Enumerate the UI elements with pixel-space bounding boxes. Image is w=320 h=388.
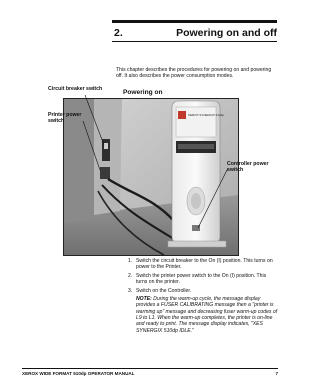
note-text: During the warm-up cycle, the message display provides a FUSER CALIBRATING message then a "printer is warming up" message and decreasing fuser warm-up codes of L9 to L1. When the warm-up completes, the printer is on-line and ready to print. The message display indicates, "XES SYNERGIX 510dp IDLE." [136, 296, 278, 334]
steps-list [128, 258, 278, 334]
step-number: 3. [128, 287, 133, 294]
callout-printer-power-switch: Printer power switch [48, 112, 82, 124]
intro-paragraph: This chapter describes the procedures for powering on and powering off. It also describes the power consumption modes. [116, 67, 272, 80]
step-text: Switch the circuit breaker to the On (I) position. This turns on power to the Printer. [136, 258, 273, 271]
note-label: NOTE: [136, 296, 152, 303]
footer-manual-title: XEROX WIDE FORMAT 510dp OPERATOR MANUAL [22, 371, 135, 376]
leader-controller-power [198, 168, 228, 228]
step-number: 2. [128, 272, 133, 279]
step-item-3 [128, 288, 278, 294]
page-number: 7 [275, 371, 278, 376]
callout-controller-power-switch: Controller power switch [227, 161, 269, 173]
note-block [136, 296, 278, 334]
step-item-1 [128, 258, 278, 271]
step-number: 1. [128, 258, 133, 264]
chapter-number: 2. [114, 27, 123, 39]
controller-brand-label: XEROX SYNERGIX 510dp [188, 113, 225, 117]
footer-rule [22, 368, 278, 369]
callout-circuit-breaker: Circuit breaker switch [48, 86, 103, 92]
section-title: Powering on [123, 89, 163, 96]
step-text: Switch the printer power switch to the On (I) position. This turns on the printer. [136, 272, 267, 286]
leader-circuit-breaker [85, 95, 104, 145]
step-text: Switch on the Controller. [136, 287, 192, 294]
step-item-2 [128, 273, 278, 286]
chapter-title: Powering on and off [176, 27, 277, 39]
